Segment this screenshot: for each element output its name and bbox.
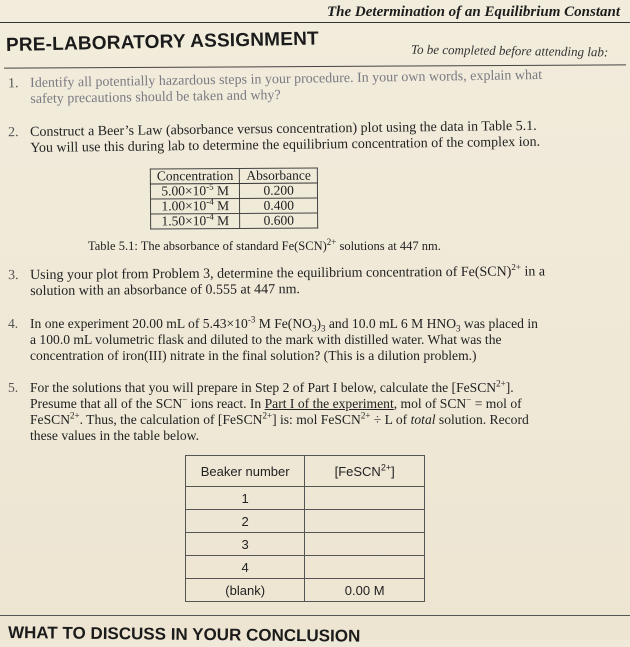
fescn-input-cell[interactable] <box>305 487 425 510</box>
question-text: these values in the table below. <box>30 428 199 443</box>
fescn-input-cell[interactable] <box>305 556 425 579</box>
question-3 <box>8 261 546 300</box>
table-row <box>151 198 318 214</box>
fescn-input-cell[interactable] <box>305 510 425 533</box>
absorbance-cell: 0.400 <box>240 198 318 213</box>
table-row <box>150 183 317 199</box>
beaker-table <box>185 455 425 602</box>
question-text: Presume that all of the SCN− ions react. In Part I of the experiment, mol of SCN− = mol of <box>30 394 522 411</box>
question-text: In one experiment 20.00 mL of $5.43\times 10^{-3}$ M $Fe(NO_3)_3$ and 10.0 mL 6 M $HNO_3$ was placed in <box>30 314 538 334</box>
beaker-number-cell: 3 <box>186 533 305 556</box>
question-1 <box>8 67 543 108</box>
fescn-value-cell: 0.00 M <box>305 579 425 602</box>
beaker-number-cell: 4 <box>186 556 305 579</box>
conclusion-heading: WHAT TO DISCUSS IN YOUR CONCLUSION <box>7 623 361 646</box>
fescn-input-cell[interactable] <box>305 533 425 556</box>
question-text: concentration of iron(III) nitrate in the final solution? (This is a dilution problem.) <box>30 348 477 363</box>
question-text: Using your plot from Problem 3, determine the equilibrium concentration of Fe(SCN)$^{2+}$ in a <box>30 261 546 283</box>
concentration-cell: $1.50\times 10^{-4}$ M <box>151 213 241 228</box>
table-row <box>186 579 425 602</box>
footer-rule <box>0 615 630 616</box>
concentration-cell: $1.00\times 10^{-4}$ M <box>151 198 241 213</box>
beaker-number-cell: (blank) <box>186 579 305 602</box>
question-5 <box>8 378 529 444</box>
table-header: Concentration <box>150 168 240 183</box>
question-4 <box>8 314 538 364</box>
section-heading: PRE-LABORATORY ASSIGNMENT <box>5 28 320 56</box>
question-number: 5. <box>8 380 19 395</box>
question-2 <box>8 118 541 157</box>
table-row <box>186 533 425 556</box>
question-number: 1. <box>8 76 19 92</box>
table-header: [FeSCN$^{2+}$] <box>305 456 425 487</box>
question-number: 2. <box>8 125 19 141</box>
header-rule <box>0 22 630 23</box>
beaker-number-cell: 1 <box>186 487 305 510</box>
table-header: Beaker number <box>186 456 305 487</box>
question-number: 4. <box>8 316 19 331</box>
absorbance-cell: 0.600 <box>240 213 318 228</box>
question-text: For the solutions that you will prepare in Step 2 of Part I below, calculate the [FeSCN$^{2+}$]. <box>30 378 514 395</box>
table-header-row <box>186 456 425 487</box>
question-text: You will use this during lab to determine the equilibrium concentration of the complex ion. <box>30 134 541 156</box>
table-row <box>186 487 425 510</box>
absorbance-cell: 0.200 <box>240 183 318 198</box>
question-text: a 100.0 mL volumetric flask and diluted to the mark with distilled water. What was the <box>30 332 502 347</box>
chapter-title: The Determination of an Equilibrium Constant <box>327 4 620 20</box>
question-text: safety precautions should be taken and why? <box>30 88 281 107</box>
section-note: To be completed before attending lab: <box>410 41 609 60</box>
question-text: Identify all potentially hazardous steps in your procedure. In your own words, explain what <box>30 67 543 91</box>
concentration-cell: $5.00\times 10^{-5}$ M <box>150 183 240 198</box>
table-row <box>186 510 425 533</box>
question-text: FeSCN$^{2+}$. Thus, the calculation of [FeSCN$^{2+}$] is: mol FeSCN$^{2+}$ ÷ L of total solution. Record <box>30 410 529 427</box>
table-caption: Table 5.1: The absorbance of standard Fe(SCN)$^{2+}$ solutions at 447 nm. <box>88 236 441 253</box>
table-5-1 <box>150 168 318 230</box>
table-row <box>186 556 425 579</box>
question-number: 3. <box>8 268 19 284</box>
table-row <box>151 213 318 229</box>
question-text: Construct a Beer’s Law (absorbance versus concentration) plot using the data in Table 5.1. <box>30 118 537 140</box>
beaker-number-cell: 2 <box>186 510 305 533</box>
table-header: Absorbance <box>240 168 318 183</box>
question-text: solution with an absorbance of 0.555 at 447 nm. <box>30 282 301 299</box>
